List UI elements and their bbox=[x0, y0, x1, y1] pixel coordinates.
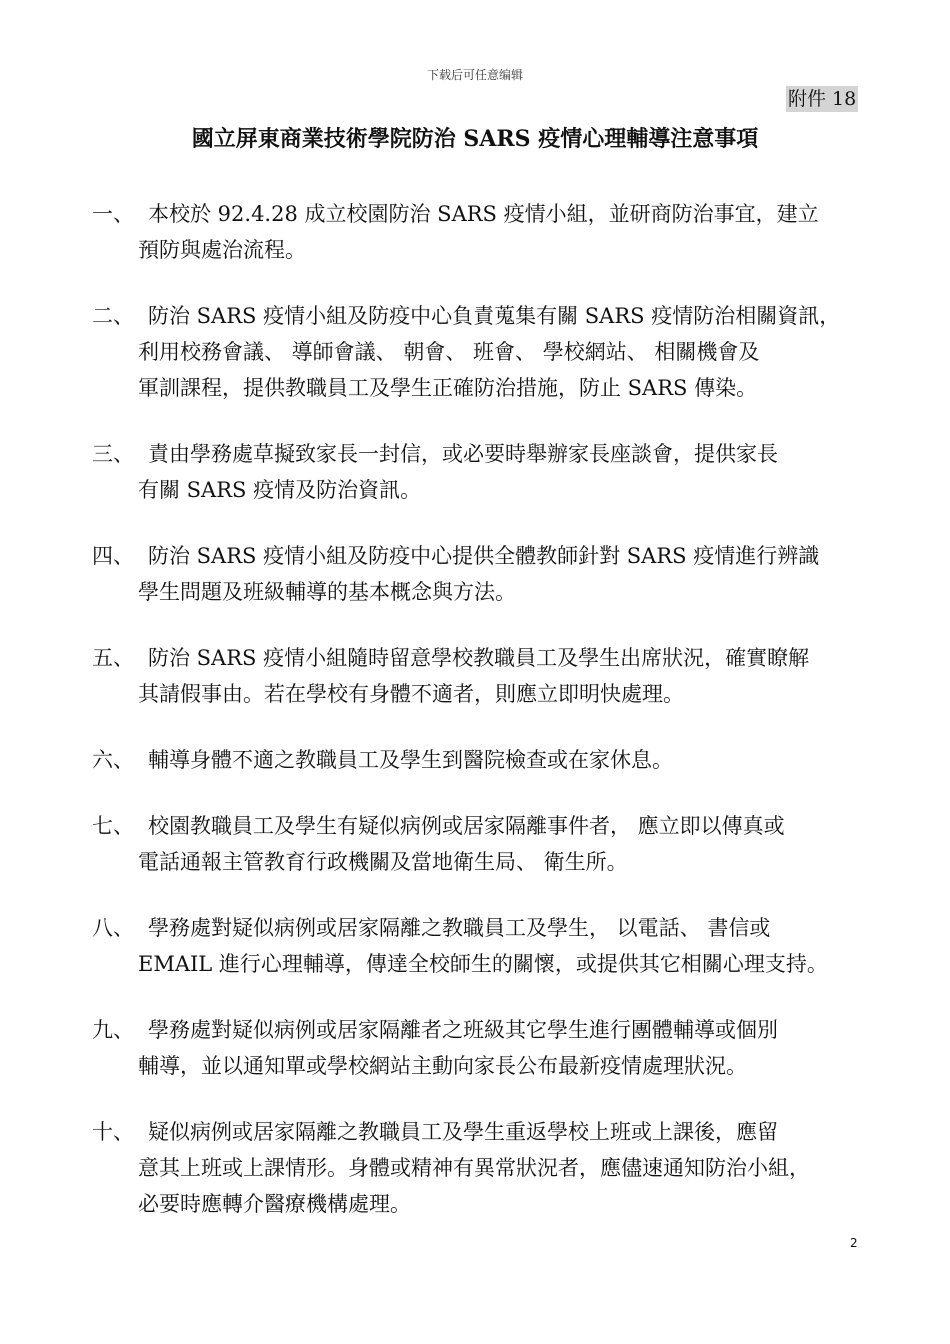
notice-item-number: 二、 bbox=[92, 304, 134, 328]
notice-item bbox=[92, 196, 872, 268]
notice-item-text: 防治 SARS 疫情小組及防疫中心負責蒐集有關 SARS 疫情防治相關資訊， bbox=[148, 304, 841, 328]
notice-item-number: 七、 bbox=[92, 814, 134, 838]
notice-item-number: 五、 bbox=[92, 646, 134, 670]
notice-item-number: 三、 bbox=[92, 442, 134, 466]
notice-item-text: 輔導身體不適之教職員工及學生到醫院檢查或在家休息。 bbox=[148, 748, 673, 772]
notice-item-first-line bbox=[92, 1012, 872, 1048]
notice-item-first-line bbox=[92, 808, 872, 844]
notice-item-text: 學務處對疑似病例或居家隔離者之班級其它學生進行團體輔導或個別 bbox=[148, 1018, 778, 1042]
attachment-label: 附件 18 bbox=[788, 88, 857, 110]
notice-item bbox=[92, 436, 872, 508]
notice-item-line: 輔導，並以通知單或學校網站主動向家長公布最新疫情處理狀況。 bbox=[138, 1054, 747, 1078]
notice-item-line: 其請假事由。若在學校有身體不適者，則應立即明快處理。 bbox=[138, 682, 684, 706]
notice-item bbox=[92, 298, 872, 406]
notice-item bbox=[92, 538, 872, 610]
document-title: 國立屏東商業技術學院防治 SARS 疫情心理輔導注意事項 bbox=[191, 126, 759, 152]
notice-item-number: 十、 bbox=[92, 1120, 134, 1144]
notice-item-line: 有關 SARS 疫情及防治資訊。 bbox=[138, 478, 422, 502]
notice-item-text: 本校於 92.4.28 成立校園防治 SARS 疫情小組，並研商防治事宜，建立 bbox=[148, 202, 819, 226]
notice-item-text: 疑似病例或居家隔離之教職員工及學生重返學校上班或上課後，應留 bbox=[148, 1120, 778, 1144]
notice-item-first-line bbox=[92, 436, 872, 472]
notice-item-line: 預防與處治流程。 bbox=[138, 238, 306, 262]
notice-item-line: 軍訓課程，提供教職員工及學生正確防治措施，防止 SARS 傳染。 bbox=[138, 376, 758, 400]
notice-item-first-line bbox=[92, 640, 872, 676]
notice-item bbox=[92, 808, 872, 880]
notice-item-line: 電話通報主管教育行政機關及當地衛生局、 衛生所。 bbox=[138, 850, 628, 874]
notice-item-first-line bbox=[92, 1114, 872, 1150]
notice-item-text: 防治 SARS 疫情小組隨時留意學校教職員工及學生出席狀況，確實瞭解 bbox=[148, 646, 810, 670]
notice-item bbox=[92, 1114, 872, 1222]
notice-item bbox=[92, 742, 872, 778]
notice-item bbox=[92, 910, 872, 982]
notice-item-line: EMAIL 進行心理輔導，傳達全校師生的關懷，或提供其它相關心理支持。 bbox=[138, 952, 828, 976]
notice-item-text: 學務處對疑似病例或居家隔離之教職員工及學生， 以電話、 書信或 bbox=[148, 916, 771, 940]
notice-item-text: 防治 SARS 疫情小組及防疫中心提供全體教師針對 SARS 疫情進行辨識 bbox=[148, 544, 820, 568]
notice-item-number: 一、 bbox=[92, 202, 134, 226]
notice-item-first-line bbox=[92, 742, 872, 778]
page-number: 2 bbox=[850, 1236, 858, 1250]
notice-item-line: 利用校務會議、 導師會議、 朝會、 班會、 學校網站、 相關機會及 bbox=[138, 340, 760, 364]
notice-item-number: 八、 bbox=[92, 916, 134, 940]
notice-item-number: 九、 bbox=[92, 1018, 134, 1042]
notice-item-number: 四、 bbox=[92, 544, 134, 568]
notice-item-first-line bbox=[92, 298, 872, 334]
notice-item-first-line bbox=[92, 196, 872, 232]
header-note: 下载后可任意编辑 bbox=[426, 68, 523, 82]
notice-item bbox=[92, 1012, 872, 1084]
notice-item-text: 責由學務處草擬致家長一封信，或必要時舉辦家長座談會，提供家長 bbox=[148, 442, 778, 466]
notice-item-first-line bbox=[92, 910, 872, 946]
notice-item-first-line bbox=[92, 538, 872, 574]
notice-item-line: 意其上班或上課情形。身體或精神有異常狀況者，應儘速通知防治小組， bbox=[138, 1156, 810, 1180]
notice-item-text: 校園教職員工及學生有疑似病例或居家隔離事件者， 應立即以傳真或 bbox=[148, 814, 785, 838]
notice-item-number: 六、 bbox=[92, 748, 134, 772]
notice-item-line: 學生問題及班級輔導的基本概念與方法。 bbox=[138, 580, 516, 604]
notice-items-list bbox=[92, 196, 872, 1252]
notice-item-line: 必要時應轉介醫療機構處理。 bbox=[138, 1192, 411, 1216]
notice-item bbox=[92, 640, 872, 712]
